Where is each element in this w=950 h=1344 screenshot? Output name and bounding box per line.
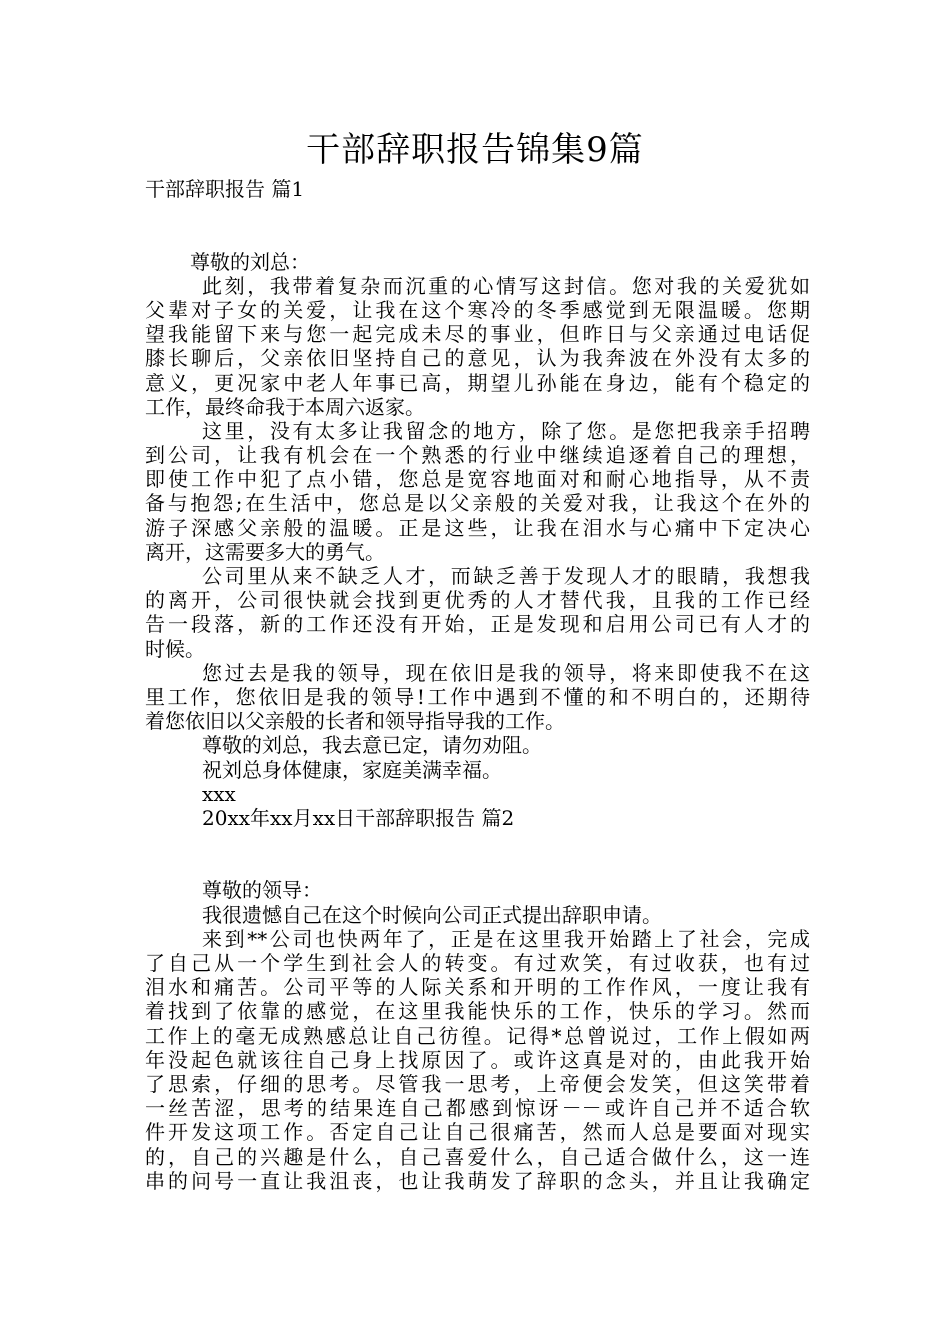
paragraph-line: 泪水和痛苦。公司平等的人际关系和开明的工作作风，一度让我有 bbox=[145, 975, 810, 1000]
paragraph-line: 备与抱怨;在生活中，您总是以父亲般的关爱对我，让我这个在外的 bbox=[145, 491, 810, 516]
paragraph-line: 工作，最终命我于本周六返家。 bbox=[145, 394, 425, 419]
paragraph-line: 公司里从来不缺乏人才，而缺乏善于发现人才的眼睛，我想我 bbox=[202, 564, 810, 589]
closing-line: 祝刘总身体健康，家庭美满幸福。 bbox=[202, 757, 502, 782]
closing-line: 尊敬的刘总，我去意已定，请勿劝阻。 bbox=[202, 733, 542, 758]
paragraph-line: 望我能留下来与您一起完成未尽的事业，但昨日与父亲通过电话促 bbox=[145, 322, 810, 347]
paragraph-line: 着您依旧以父亲般的长者和领导指导我的工作。 bbox=[145, 709, 565, 734]
spacer bbox=[145, 201, 810, 249]
paragraph-line: 着找到了依靠的感觉，在这里我能快乐的工作，快乐的学习。然而 bbox=[145, 999, 810, 1024]
paragraph-line: 串的问号一直让我沮丧，也让我萌发了辞职的念头，并且让我确定 bbox=[145, 1168, 810, 1193]
paragraph-line: 的，自己的兴趣是什么，自己喜爱什么，自己适合做什么，这一连 bbox=[145, 1144, 810, 1169]
paragraph-line: 此刻，我带着复杂而沉重的心情写这封信。您对我的关爱犹如 bbox=[202, 273, 810, 298]
paragraph-line: 意义，更况家中老人年事已高，期望儿孙能在身边，能有个稳定的 bbox=[145, 370, 810, 395]
date-and-section-heading-2: 20xx年xx月xx日干部辞职报告 篇2 bbox=[202, 805, 515, 830]
paragraph-line: 里工作，您依旧是我的领导!工作中遇到不懂的和不明白的，还期待 bbox=[145, 684, 810, 709]
paragraph-line: 我很遗憾自己在这个时候向公司正式提出辞职申请。 bbox=[202, 902, 662, 927]
document-body bbox=[145, 177, 810, 1193]
signature: xxx bbox=[202, 781, 236, 806]
paragraph-line: 件开发这项工作。否定自己让自己很痛苦，然而人总是要面对现实 bbox=[145, 1120, 810, 1145]
salutation-1: 尊敬的刘总： bbox=[190, 249, 310, 274]
paragraph-line: 父辈对子女的关爱，让我在这个寒冷的冬季感觉到无限温暖。您期 bbox=[145, 297, 810, 322]
paragraph-line: 您过去是我的领导，现在依旧是我的领导，将来即使我不在这 bbox=[202, 660, 810, 685]
paragraph-line: 了思索，仔细的思考。尽管我一思考，上帝便会发笑，但这笑带着 bbox=[145, 1071, 810, 1096]
paragraph-line: 离开，这需要多大的勇气。 bbox=[145, 539, 385, 564]
paragraph-line: 年没起色就该往自己身上找原因了。或许这真是对的，由此我开始 bbox=[145, 1047, 810, 1072]
paragraph-line: 了自己从一个学生到社会人的转变。有过欢笑，有过收获，也有过 bbox=[145, 951, 810, 976]
paragraph-line: 到公司，让我有机会在一个熟悉的行业中继续追逐着自己的理想， bbox=[145, 443, 810, 468]
spacer bbox=[145, 830, 810, 878]
salutation-2: 尊敬的领导： bbox=[202, 878, 322, 903]
paragraph-line: 即使工作中犯了点小错，您总是宽容地面对和耐心地指导，从不责 bbox=[145, 467, 810, 492]
paragraph-line: 告一段落，新的工作还没有开始，正是发现和启用公司已有人才的 bbox=[145, 612, 810, 637]
paragraph-line: 一丝苦涩，思考的结果连自己都感到惊讶－－或许自己并不适合软 bbox=[145, 1096, 810, 1121]
paragraph-line: 游子深感父亲般的温暖。正是这些，让我在泪水与心痛中下定决心 bbox=[145, 515, 810, 540]
paragraph-line: 膝长聊后，父亲依旧坚持自己的意见，认为我奔波在外没有太多的 bbox=[145, 346, 810, 371]
paragraph-line: 工作上的毫无成熟感总让自己彷徨。记得*总曾说过，工作上假如两 bbox=[145, 1023, 810, 1048]
section-heading-1: 干部辞职报告 篇1 bbox=[145, 177, 305, 201]
paragraph-line: 的离开，公司很快就会找到更优秀的人才替代我，且我的工作已经 bbox=[145, 588, 810, 613]
paragraph-line: 这里，没有太多让我留念的地方，除了您。是您把我亲手招聘 bbox=[202, 418, 810, 443]
document-title: 干部辞职报告锦集9篇 bbox=[306, 130, 644, 170]
paragraph-line: 时候。 bbox=[145, 636, 205, 661]
paragraph-line: 来到**公司也快两年了，正是在这里我开始踏上了社会，完成 bbox=[202, 926, 810, 951]
